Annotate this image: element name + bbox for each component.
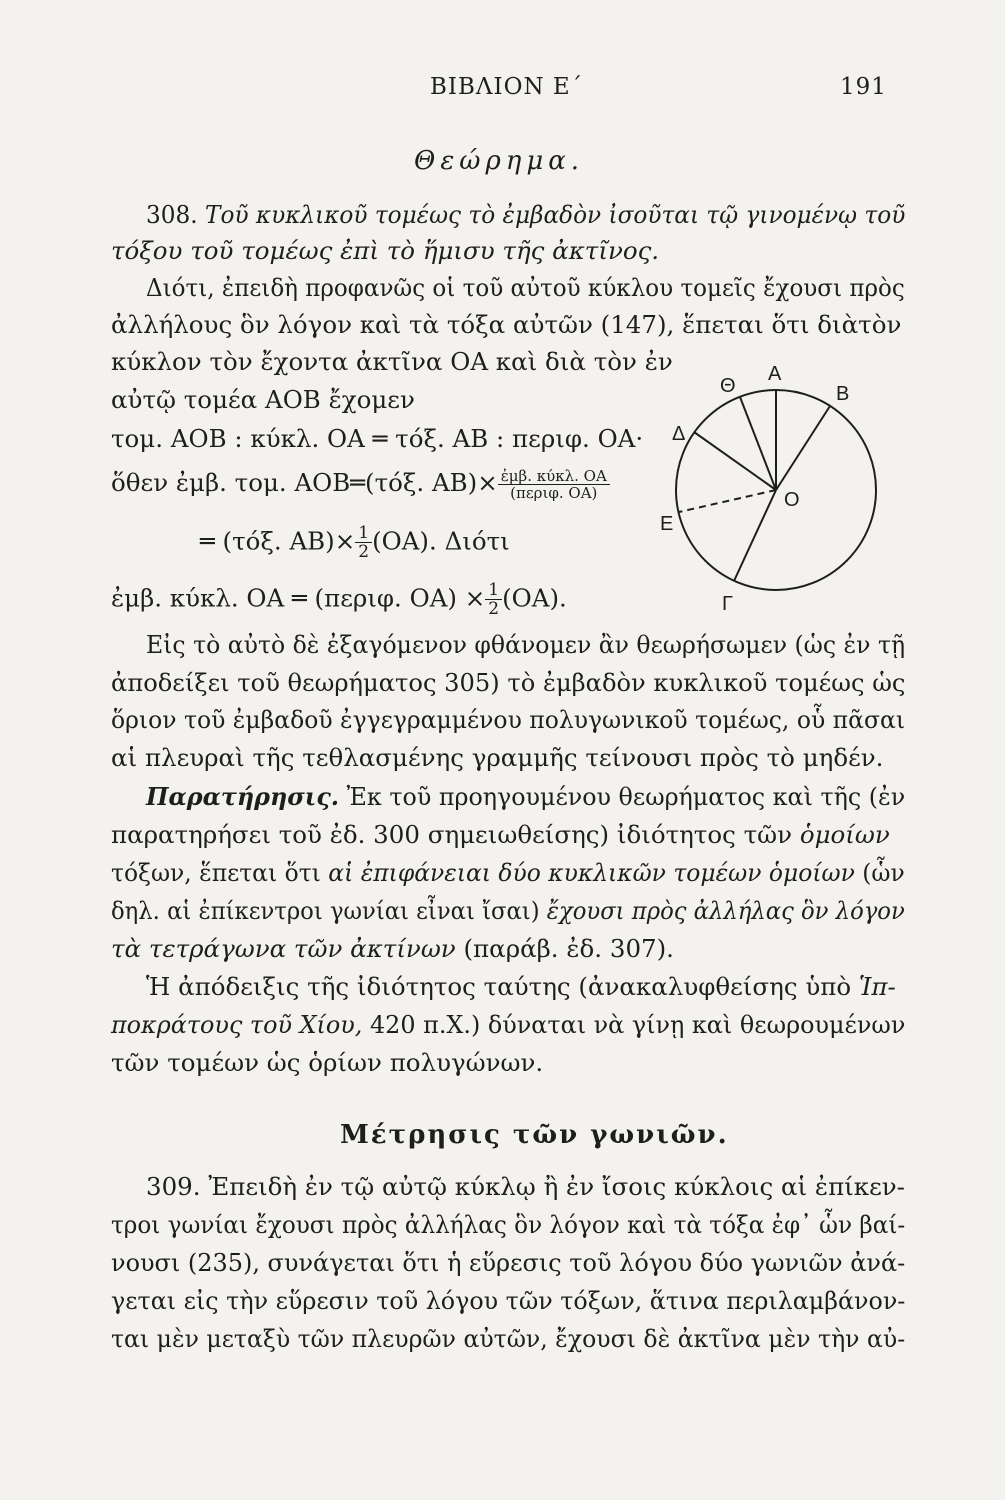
section-line-5: ται μὲν μεταξὺ τῶν πλευρῶν αὐτῶν, ἔχουσι δὲ ἀκτῖνα μὲν τὴν αὐ- [111, 1324, 906, 1353]
remark-line-1-text: Ἐκ τοῦ προηγουμένου θεωρήματος καὶ τῆς (ἐν [346, 782, 906, 811]
label-Delta: Δ [672, 423, 686, 445]
remark-label: Παρατήρησις. [146, 782, 340, 811]
remark-line-3 [111, 858, 905, 888]
history-line-1 [146, 972, 896, 1002]
proof-line-5: τομ. ΑΟΒ : κύκλ. ΟΑ ═ τόξ. ΑΒ : περιφ. ΟΑ· [111, 424, 644, 453]
section-line-4: γεται εἰς τὴν εὕρεσιν τοῦ λόγου τῶν τόξων, ἅτινα περιλαμβάνον- [111, 1286, 906, 1315]
proof-line-8 [111, 582, 567, 618]
proof-line-3: κύκλον τὸν ἔχοντα ἀκτῖνα ΟΑ καὶ διὰ τὸν ἐν [111, 347, 673, 376]
radius-O-Gamma [734, 490, 776, 581]
section-line-2: τροι γωνίαι ἔχουσι πρὸς ἀλλήλας ὃν λόγον καὶ τὰ τόξα ἐφ᾽ ὧν βαί- [111, 1210, 906, 1239]
proof-line-2-end: τὸν [858, 310, 902, 339]
history-line-1-text: Ἡ ἀπόδειξις τῆς ἰδιότητος ταύτης (ἀνακαλυφθείσης ὑπὸ [146, 972, 852, 1001]
remark-line-2-italic: ὁμοίων [799, 820, 890, 849]
proof-line-7-tail: (ΟΑ). Διότι [372, 526, 510, 556]
circle-sector-figure [650, 360, 910, 620]
section-line-3: νουσι (235), συνάγεται ὅτι ἡ εὕρεσις τοῦ λόγου δύο γωνιῶν ἀνά- [111, 1248, 906, 1277]
half-denominator-2: 2 [485, 599, 502, 618]
section-heading: Μέτρησις τῶν γωνιῶν. [340, 1120, 729, 1150]
running-title: ΒΙΒΛΙΟΝ Ε΄ [430, 74, 584, 100]
proof-line-6 [111, 468, 610, 501]
remark-line-1 [146, 782, 905, 812]
body-line-3: ὅριον τοῦ ἐμβαδοῦ ἐγγεγραμμένου πολυγωνικοῦ τομέως, οὗ πᾶσαι [111, 705, 906, 734]
section-line-1: 309. Ἐπειδὴ ἐν τῷ αὐτῷ κύκλῳ ἢ ἐν ἴσοις κύκλοις αἱ ἐπίκεν- [146, 1172, 905, 1201]
remark-line-3-tail: (ὧν [862, 858, 905, 887]
remark-line-4 [111, 896, 905, 926]
history-line-1-italic: Ἱπ- [858, 972, 896, 1001]
remark-line-5-italic: τὰ τετράγωνα τῶν ἀκτίνων [111, 934, 456, 963]
theorem-statement-line-1 [146, 200, 905, 230]
remark-line-3-text: τόξων, ἕπεται ὅτι [111, 858, 321, 887]
history-line-2 [111, 1010, 905, 1040]
fraction-denominator: (περιφ. ΟΑ) [498, 484, 610, 501]
remark-line-4-text: δηλ. αἱ ἐπίκεντροι γωνίαι εἶναι ἴσαι) [111, 896, 540, 925]
history-line-3: τῶν τομέων ὡς ὁρίων πολυγώνων. [111, 1048, 544, 1077]
remark-line-2 [111, 820, 890, 850]
label-Theta: Θ [720, 375, 736, 397]
proof-line-2 [111, 310, 901, 340]
radius-O-Delta [694, 432, 776, 490]
label-E: E [660, 513, 674, 535]
remark-line-2-text: παρατηρήσει τοῦ ἐδ. 300 σημειωθείσης) ἰδιότητος τῶν [111, 820, 793, 849]
proof-line-1: Διότι, ἐπειδὴ προφανῶς οἱ τοῦ αὐτοῦ κύκλου τομεῖς ἔχουσι πρὸς [146, 273, 905, 302]
half-numerator: 1 [358, 523, 370, 543]
label-B: B [836, 383, 850, 405]
remark-line-4-italic: ἔχουσι πρὸς ἀλλήλας ὃν λόγον [546, 896, 905, 925]
theorem-heading: Θεώρημα. [414, 146, 585, 176]
remark-line-5-tail: (παράβ. ἐδ. 307). [463, 934, 674, 963]
radius-OB [776, 406, 830, 490]
half-denominator: 2 [355, 542, 372, 561]
proof-line-7-lead: ═ (τόξ. ΑΒ)× [200, 526, 356, 556]
body-line-2: ἀποδείξει τοῦ θεωρήματος 305) τὸ ἐμβαδὸν κυκλικοῦ τομέως ὡς [111, 668, 906, 697]
label-O: O [784, 489, 800, 511]
proof-line-8-tail: (ΟΑ). [502, 583, 567, 613]
body-line-1: Εἰς τὸ αὐτὸ δὲ ἐξαγόμενον φθάνομεν ἂν θεωρήσωμεν (ὡς ἐν τῇ [146, 630, 906, 659]
proof-line-7 [200, 525, 510, 561]
proof-line-8-lead: ἐμβ. κύκλ. ΟΑ ═ (περιφ. ΟΑ) × [111, 583, 486, 613]
fraction-numerator: ἐμβ. κύκλ. ΟΑ [500, 466, 607, 485]
radius-OE [679, 490, 776, 512]
fraction-circle-over-perimeter [498, 466, 610, 502]
proof-line-6-lead: ὅθεν ἐμβ. τομ. ΑΟΒ═(τόξ. ΑΒ)× [111, 468, 498, 497]
proof-line-4: αὐτῷ τομέα ΑΟΒ ἔχομεν [111, 385, 415, 414]
theorem-number: 308. [146, 200, 198, 229]
theorem-statement-text-1: Τοῦ κυκλικοῦ τομέως τὸ ἐμβαδὸν ἰσοῦται τῷ γινομένῳ τοῦ [205, 200, 906, 229]
history-line-2-tail: 420 π.Χ.) δύναται νὰ γίνῃ καὶ θεωρουμένων [369, 1010, 906, 1039]
page-number: 191 [840, 74, 887, 100]
fraction-one-half [355, 525, 372, 561]
body-line-4: αἱ πλευραὶ τῆς τεθλασμένης γραμμῆς τείνουσι πρὸς τὸ μηδέν. [111, 743, 884, 772]
label-Gamma: Γ [722, 593, 734, 615]
theorem-statement-line-2: τόξου τοῦ τομέως ἐπὶ τὸ ἥμισυ τῆς ἀκτῖνος. [111, 236, 660, 265]
half-numerator-2: 1 [488, 580, 500, 600]
remark-line-5 [111, 934, 674, 964]
history-line-2-italic: ποκράτους τοῦ Χίου, [111, 1010, 363, 1039]
fraction-one-half-2 [485, 582, 502, 618]
label-A: A [768, 363, 782, 385]
remark-line-3-italic: αἱ ἐπιφάνειαι δύο κυκλικῶν τομέων ὁμοίων [328, 858, 855, 887]
proof-line-2-text: ἀλλήλους ὃν λόγον καὶ τὰ τόξα αὐτῶν (147), ἕπεται ὅτι διὰ [111, 310, 859, 339]
